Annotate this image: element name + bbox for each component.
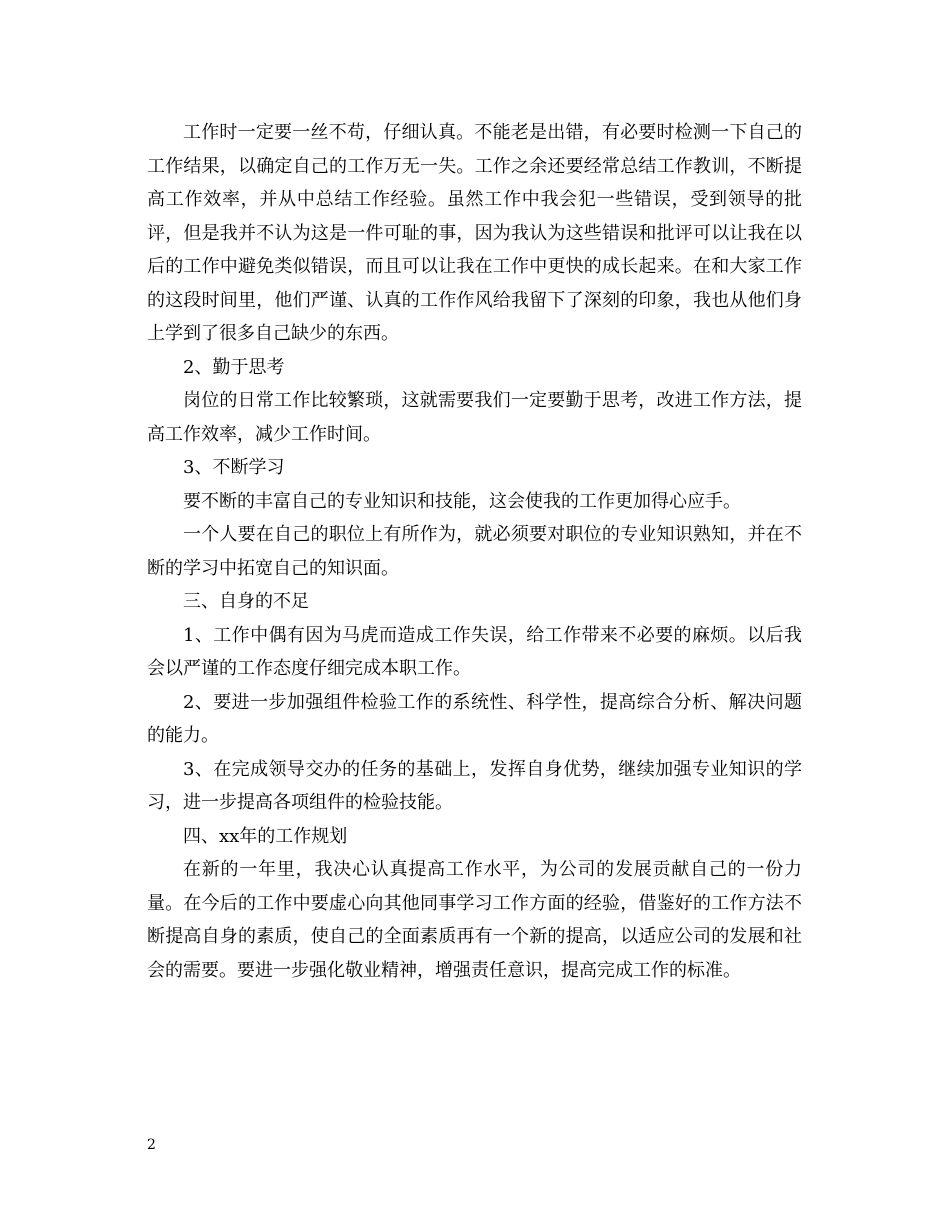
heading-think-diligently: 2、勤于思考 (183, 356, 285, 378)
paragraph-work-plan: 在新的一年里，我决心认真提高工作水平，为公司的发展贡献自己的一份力量。在今后的工作中要虚心向其他同事学习工作方面的经验，借鉴好的工作方法不断提高自身的素质，使自己的全面素质再有一个新的提高，以适应公司的发展和社会的需要。要进一步强化敬业精神，增强责任意识，提高完成工作的标准。 (147, 859, 802, 981)
heading-work-plan: 四、xx年的工作规划 (183, 825, 348, 847)
heading-keep-learning: 3、不断学习 (183, 457, 285, 478)
paragraph-think-diligently: 岗位的日常工作比较繁琐，这就需要我们一定要勤于思考，改进工作方法，提高工作效率，减少工作时间。 (147, 390, 802, 445)
paragraph-shortcoming-1: 1、工作中偶有因为马虎而造成工作失误，给工作带来不必要的麻烦。以后我会以严谨的工作态度仔细完成本职工作。 (147, 624, 802, 679)
page-number: 2 (147, 1137, 156, 1153)
paragraph-work-attitude: 工作时一定要一丝不苟，仔细认真。不能老是出错，有必要时检测一下自己的工作结果，以确定自己的工作万无一失。工作之余还要经常总结工作教训，不断提高工作效率，并从中总结工作经验。虽然工作中我会犯一些错误，受到领导的批评，但是我并不认为这是一件可耻的事，因为我认为这些错误和批评可以让我在以后的工作中避免类似错误，而且可以让我在工作中更快的成长起来。在和大家工作的这段时间里，他们严谨、认真的工作作风给我留下了深刻的印象，我也从他们身上学到了很多自己缺少的东西。 (147, 122, 802, 344)
paragraph-shortcoming-2: 2、要进一步加强组件检验工作的系统性、科学性，提高综合分析、解决问题的能力。 (147, 691, 802, 746)
paragraph-keep-learning-2: 一个人要在自己的职位上有所作为，就必须要对职位的专业知识熟知，并在不断的学习中拓宽自己的知识面。 (147, 524, 802, 579)
paragraph-keep-learning-1: 要不断的丰富自己的专业知识和技能，这会使我的工作更加得心应手。 (183, 490, 741, 512)
document-body (147, 116, 802, 987)
paragraph-shortcoming-3: 3、在完成领导交办的任务的基础上，发挥自身优势，继续加强专业知识的学习，进一步提高各项组件的检验技能。 (147, 758, 802, 813)
heading-shortcomings: 三、自身的不足 (183, 591, 309, 612)
